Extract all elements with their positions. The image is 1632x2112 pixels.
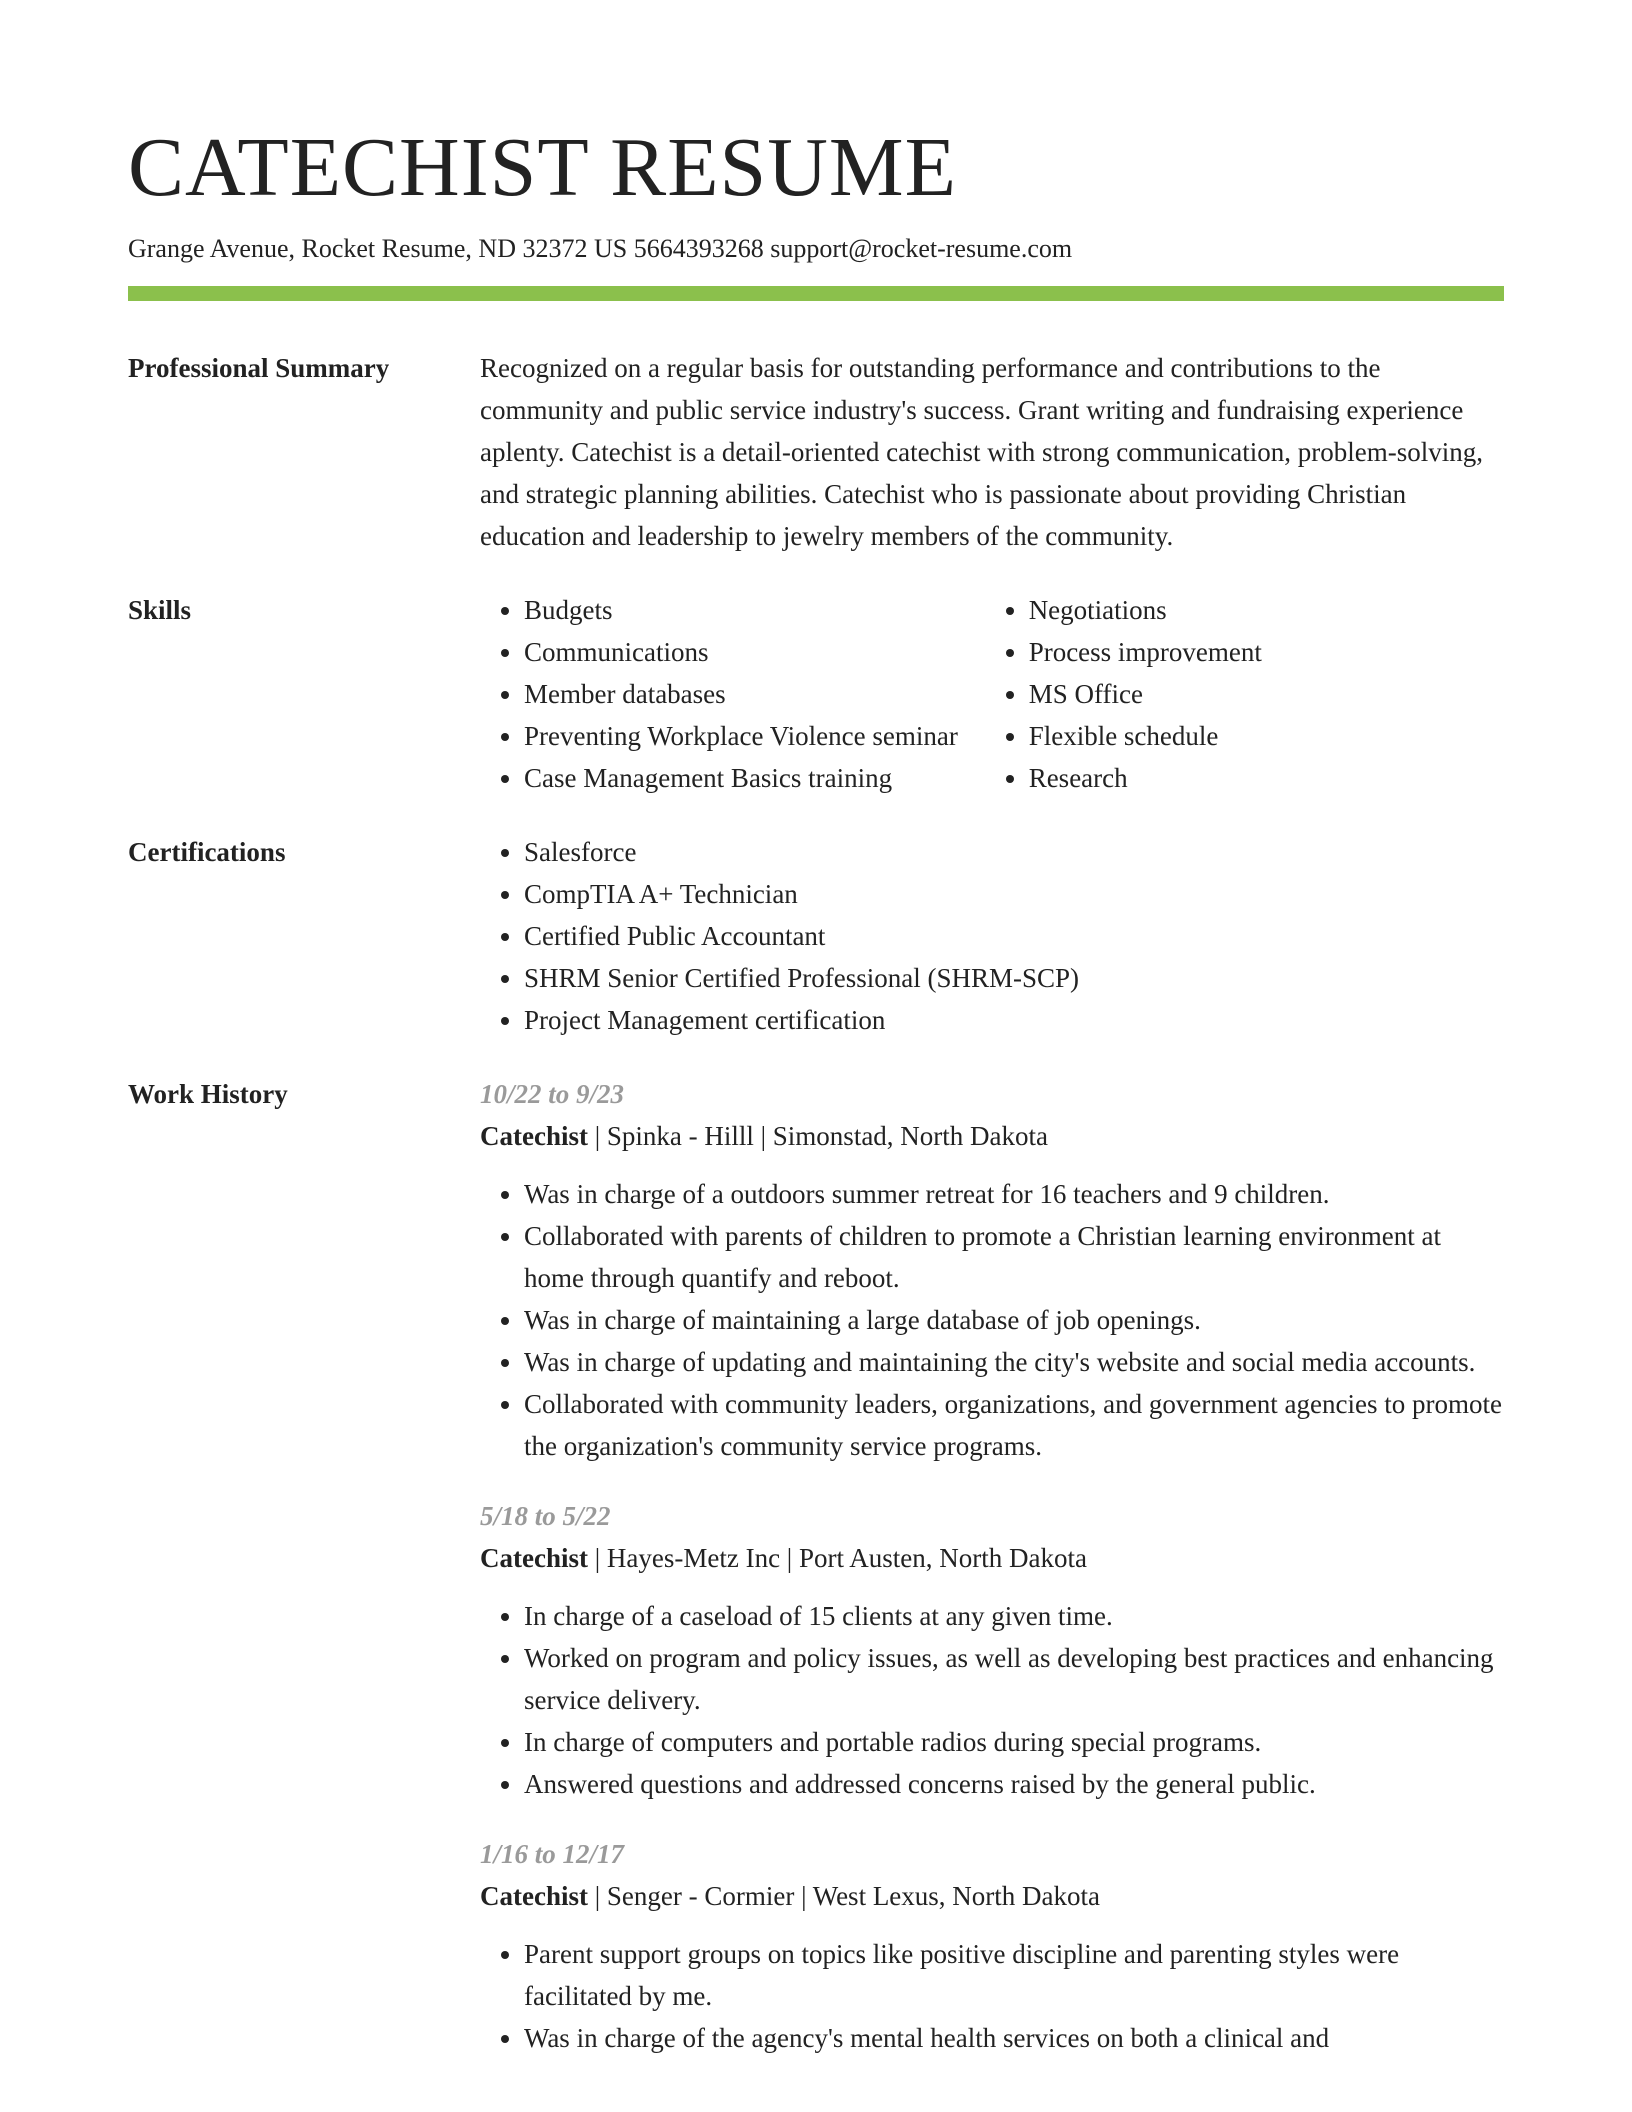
resume-title: CATECHIST RESUME <box>128 121 957 214</box>
job-entry <box>480 1495 1504 1805</box>
section-label-work-history: Work History <box>128 1079 288 1109</box>
job-bullet: • Was in charge of updating and maintaining the city's website and social media accounts. <box>524 1341 1504 1383</box>
certification-item: • Certified Public Accountant <box>524 915 1504 957</box>
certifications-list <box>480 831 1504 1041</box>
job-bullet: • Collaborated with parents of children to promote a Christian learning environment at home through quantify and reboot. <box>524 1215 1504 1299</box>
work-history-body <box>480 1073 1504 2087</box>
certification-item: • CompTIA A+ Technician <box>524 873 1504 915</box>
skills-list-left <box>480 589 985 799</box>
job-bullet: • In charge of a caseload of 15 clients at any given time. <box>524 1595 1504 1637</box>
job-employer-location: | Senger - Cormier | West Lexus, North Dakota <box>594 1881 1101 1911</box>
job-bullet: • In charge of computers and portable radios during special programs. <box>524 1721 1504 1763</box>
section-label-certifications: Certifications <box>128 837 286 867</box>
summary-text: Recognized on a regular basis for outstanding performance and contributions to the community and public service industry's success. Grant writing and fundraising experience aplenty. Catechist is a detail-oriented catechist with strong communication, problem-solving, and strategic planning abilities. Catechist who is passionate about providing Christian education and leadership to jewelry members of the community. <box>480 353 1483 551</box>
job-heading <box>480 1115 1504 1157</box>
job-title: Catechist <box>480 1121 588 1151</box>
skill-item: • Member databases <box>524 673 985 715</box>
skills-body <box>480 589 1504 799</box>
certification-item: • Project Management certification <box>524 999 1504 1041</box>
contact-line: Grange Avenue, Rocket Resume, ND 32372 US 5664393268 support@rocket-resume.com <box>128 234 1073 263</box>
job-dates: 1/16 to 12/17 <box>480 1839 625 1869</box>
job-bullets <box>480 1933 1504 2059</box>
job-bullet: • Worked on program and policy issues, as well as developing best practices and enhancing service delivery. <box>524 1637 1504 1721</box>
skill-item: • Flexible schedule <box>1029 715 1504 757</box>
certifications-body <box>480 831 1504 1041</box>
job-heading <box>480 1875 1504 1917</box>
job-bullet: • Answered questions and addressed concerns raised by the general public. <box>524 1763 1504 1805</box>
section-label-summary: Professional Summary <box>128 353 390 383</box>
summary-body <box>480 347 1504 557</box>
skill-item: • Communications <box>524 631 985 673</box>
skill-item: • Budgets <box>524 589 985 631</box>
job-employer-location: | Hayes-Metz Inc | Port Austen, North Dakota <box>594 1543 1087 1573</box>
skill-item: • MS Office <box>1029 673 1504 715</box>
certification-item: • SHRM Senior Certified Professional (SHRM-SCP) <box>524 957 1504 999</box>
job-bullet: • Was in charge of a outdoors summer retreat for 16 teachers and 9 children. <box>524 1173 1504 1215</box>
job-bullet: • Collaborated with community leaders, organizations, and government agencies to promote the organization's community service programs. <box>524 1383 1504 1467</box>
job-entry <box>480 1073 1504 1467</box>
certification-item: • Salesforce <box>524 831 1504 873</box>
job-title: Catechist <box>480 1543 588 1573</box>
skill-item: • Case Management Basics training <box>524 757 985 799</box>
skill-item: • Research <box>1029 757 1504 799</box>
job-bullet: • Was in charge of maintaining a large database of job openings. <box>524 1299 1504 1341</box>
skills-list-right <box>985 589 1504 799</box>
job-bullet: • Parent support groups on topics like positive discipline and parenting styles were facilitated by me. <box>524 1933 1504 2017</box>
job-bullets <box>480 1173 1504 1467</box>
section-label-skills: Skills <box>128 595 192 625</box>
job-entry <box>480 1833 1504 2059</box>
skill-item: • Negotiations <box>1029 589 1504 631</box>
job-bullets <box>480 1595 1504 1805</box>
job-title: Catechist <box>480 1881 588 1911</box>
job-bullet: • Was in charge of the agency's mental health services on both a clinical and <box>524 2017 1504 2059</box>
job-employer-location: | Spinka - Hilll | Simonstad, North Dakota <box>594 1121 1049 1151</box>
job-dates: 5/18 to 5/22 <box>480 1501 611 1531</box>
accent-divider <box>128 286 1504 301</box>
skill-item: • Preventing Workplace Violence seminar <box>524 715 985 757</box>
job-heading <box>480 1537 1504 1579</box>
skill-item: • Process improvement <box>1029 631 1504 673</box>
job-dates: 10/22 to 9/23 <box>480 1079 625 1109</box>
